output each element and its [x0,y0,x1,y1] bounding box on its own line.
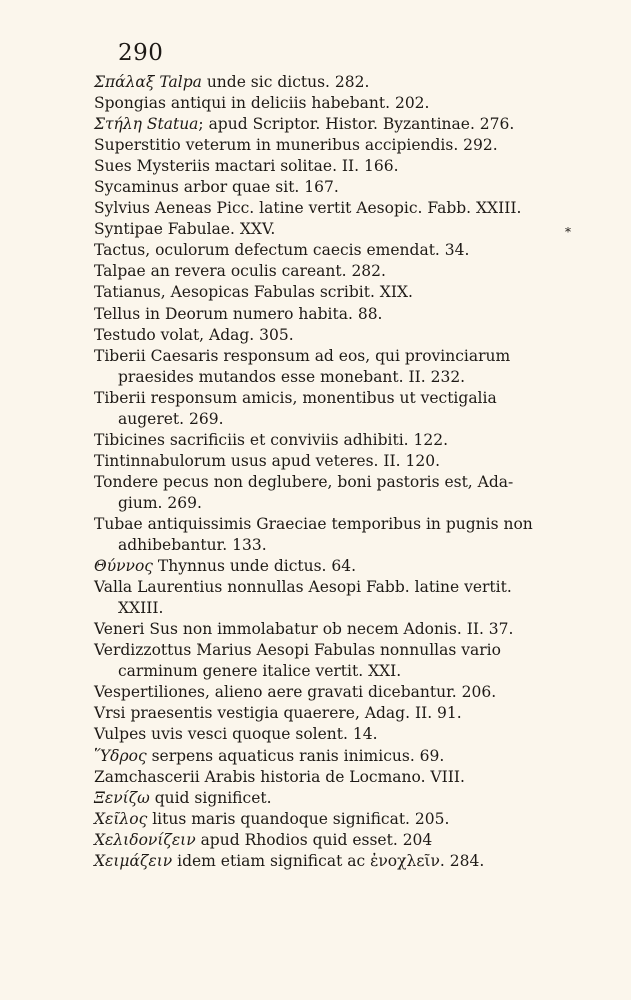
entry-text: Valla Laurentius nonnullas Aesopi Fabb. latine vertit. [94,578,512,597]
index-entry-continuation [94,409,614,430]
index-entry [94,430,614,451]
index-entry [94,809,614,830]
entry-text: serpens aquaticus ranis inimicus. 69. [146,746,445,765]
latin-term: Talpa [159,73,202,91]
entry-text: Superstitio veterum in muneribus accipiendis. 292. [94,136,498,155]
index-entry [94,135,614,156]
stray-mark: * [565,225,571,239]
entry-text: Vrsi praesentis vestigia quaerere, Adag. II. 91. [94,704,462,723]
entry-text: apud Rhodios quid esset. 204 [195,830,433,849]
entry-text: Syntipae Fabulae. XXV. [94,220,276,239]
greek-term: Ὕδρος [94,746,147,765]
entry-text: Tiberii responsum amicis, monentibus ut vectigalia [94,388,497,407]
entry-text: litus maris quandoque significat. 205. [147,809,450,828]
greek-term: Σπάλαξ [94,73,155,91]
entry-text: praesides mutandos esse monebant. II. 232. [118,367,466,386]
index-entry [94,556,614,577]
entry-text: unde sic dictus. 282. [201,73,370,91]
entry-text: Tatianus, Aesopicas Fabulas scribit. XIX. [94,283,413,302]
entry-text: Tiberii Caesaris responsum ad eos, qui provinciarum [94,346,511,365]
entry-text: Verdizzottus Marius Aesopi Fabulas nonnullas vario [94,641,501,660]
index-entry [94,388,614,409]
index-entry [94,219,614,240]
entry-text: Tubae antiquissimis Graeciae temporibus in pugnis non [94,514,533,533]
index-entry-continuation [94,661,614,682]
index-entry [94,198,614,219]
entry-text: Veneri Sus non immolabatur ob necem Adonis. II. 37. [94,620,514,639]
entry-text: Thynnus unde dictus. 64. [153,557,357,576]
index-entry [94,830,614,851]
entry-text: carminum genere italice vertit. XXI. [118,662,402,681]
index-entry [94,724,614,745]
index-entry-continuation [94,598,614,619]
index-entry [94,72,614,93]
index-entry-continuation [94,535,614,556]
entry-text: adhibebantur. 133. [118,536,267,555]
index-entry [94,619,614,640]
index-entry [94,514,614,535]
index-entry [94,451,614,472]
index-entry [94,346,614,367]
entry-text: Tactus, oculorum defectum caecis emendat. 34. [94,241,470,260]
entry-text: Sues Mysteriis mactari solitae. II. 166. [94,157,399,176]
index-entry [94,114,614,135]
index-entry [94,851,614,872]
entry-text: Zamchascerii Arabis historia de Locmano. VIII. [94,767,465,786]
index-entry [94,325,614,346]
entry-text: gium. 269. [118,493,202,512]
greek-term: Χειμάζειν [94,851,173,870]
index-entry [94,703,614,724]
page-number: 290 [118,40,164,66]
index-entry [94,304,614,325]
entry-text: idem etiam significat ac ἐνοχλεῖν. 284. [172,851,485,870]
entry-text: Tintinnabulorum usus apud veteres. II. 120. [94,451,441,470]
index-entry [94,640,614,661]
index-entry [94,240,614,261]
entry-text: Talpae an revera oculis careant. 282. [94,262,386,281]
index-entry [94,682,614,703]
entry-text: Tibicines sacrificiis et conviviis adhibiti. 122. [94,430,449,449]
greek-term: Στήλη [94,115,142,134]
greek-term: Ξενίζω [94,788,150,807]
entry-text: augeret. 269. [118,409,224,428]
greek-term: Χελιδονίζειν [94,830,196,849]
index-entry [94,93,614,114]
entry-text: ; apud Scriptor. Histor. Byzantinae. 276. [198,115,515,134]
latin-term: Statua [146,115,199,134]
entry-text: Sylvius Aeneas Picc. latine vertit Aesopic. Fabb. XXIII. [94,199,522,218]
greek-term: Θύννος [94,557,153,576]
index-entry [94,746,614,767]
entry-text: Tondere pecus non deglubere, boni pastoris est, Ada- [94,472,514,491]
entry-text: Tellus in Deorum numero habita. 88. [94,304,383,323]
entry-text: Sycaminus arbor quae sit. 167. [94,178,339,197]
entry-text: XXIII. [118,599,164,618]
index-entry-continuation [94,493,614,514]
index-entries [94,72,614,872]
entry-text: Spongias antiqui in deliciis habebant. 202. [94,94,430,113]
index-entry [94,261,614,282]
index-entry [94,472,614,493]
index-entry [94,282,614,303]
entry-text: Vulpes uvis vesci quoque solent. 14. [94,725,378,744]
index-entry [94,177,614,198]
index-entry [94,156,614,177]
entry-text: quid significet. [149,788,272,807]
entry-text: Testudo volat, Adag. 305. [94,325,294,344]
index-entry [94,788,614,809]
greek-term: Χεῖλος [94,809,148,828]
index-entry [94,767,614,788]
entry-text: Vespertiliones, alieno aere gravati dicebantur. 206. [94,683,497,702]
index-entry [94,577,614,598]
index-entry-continuation [94,367,614,388]
